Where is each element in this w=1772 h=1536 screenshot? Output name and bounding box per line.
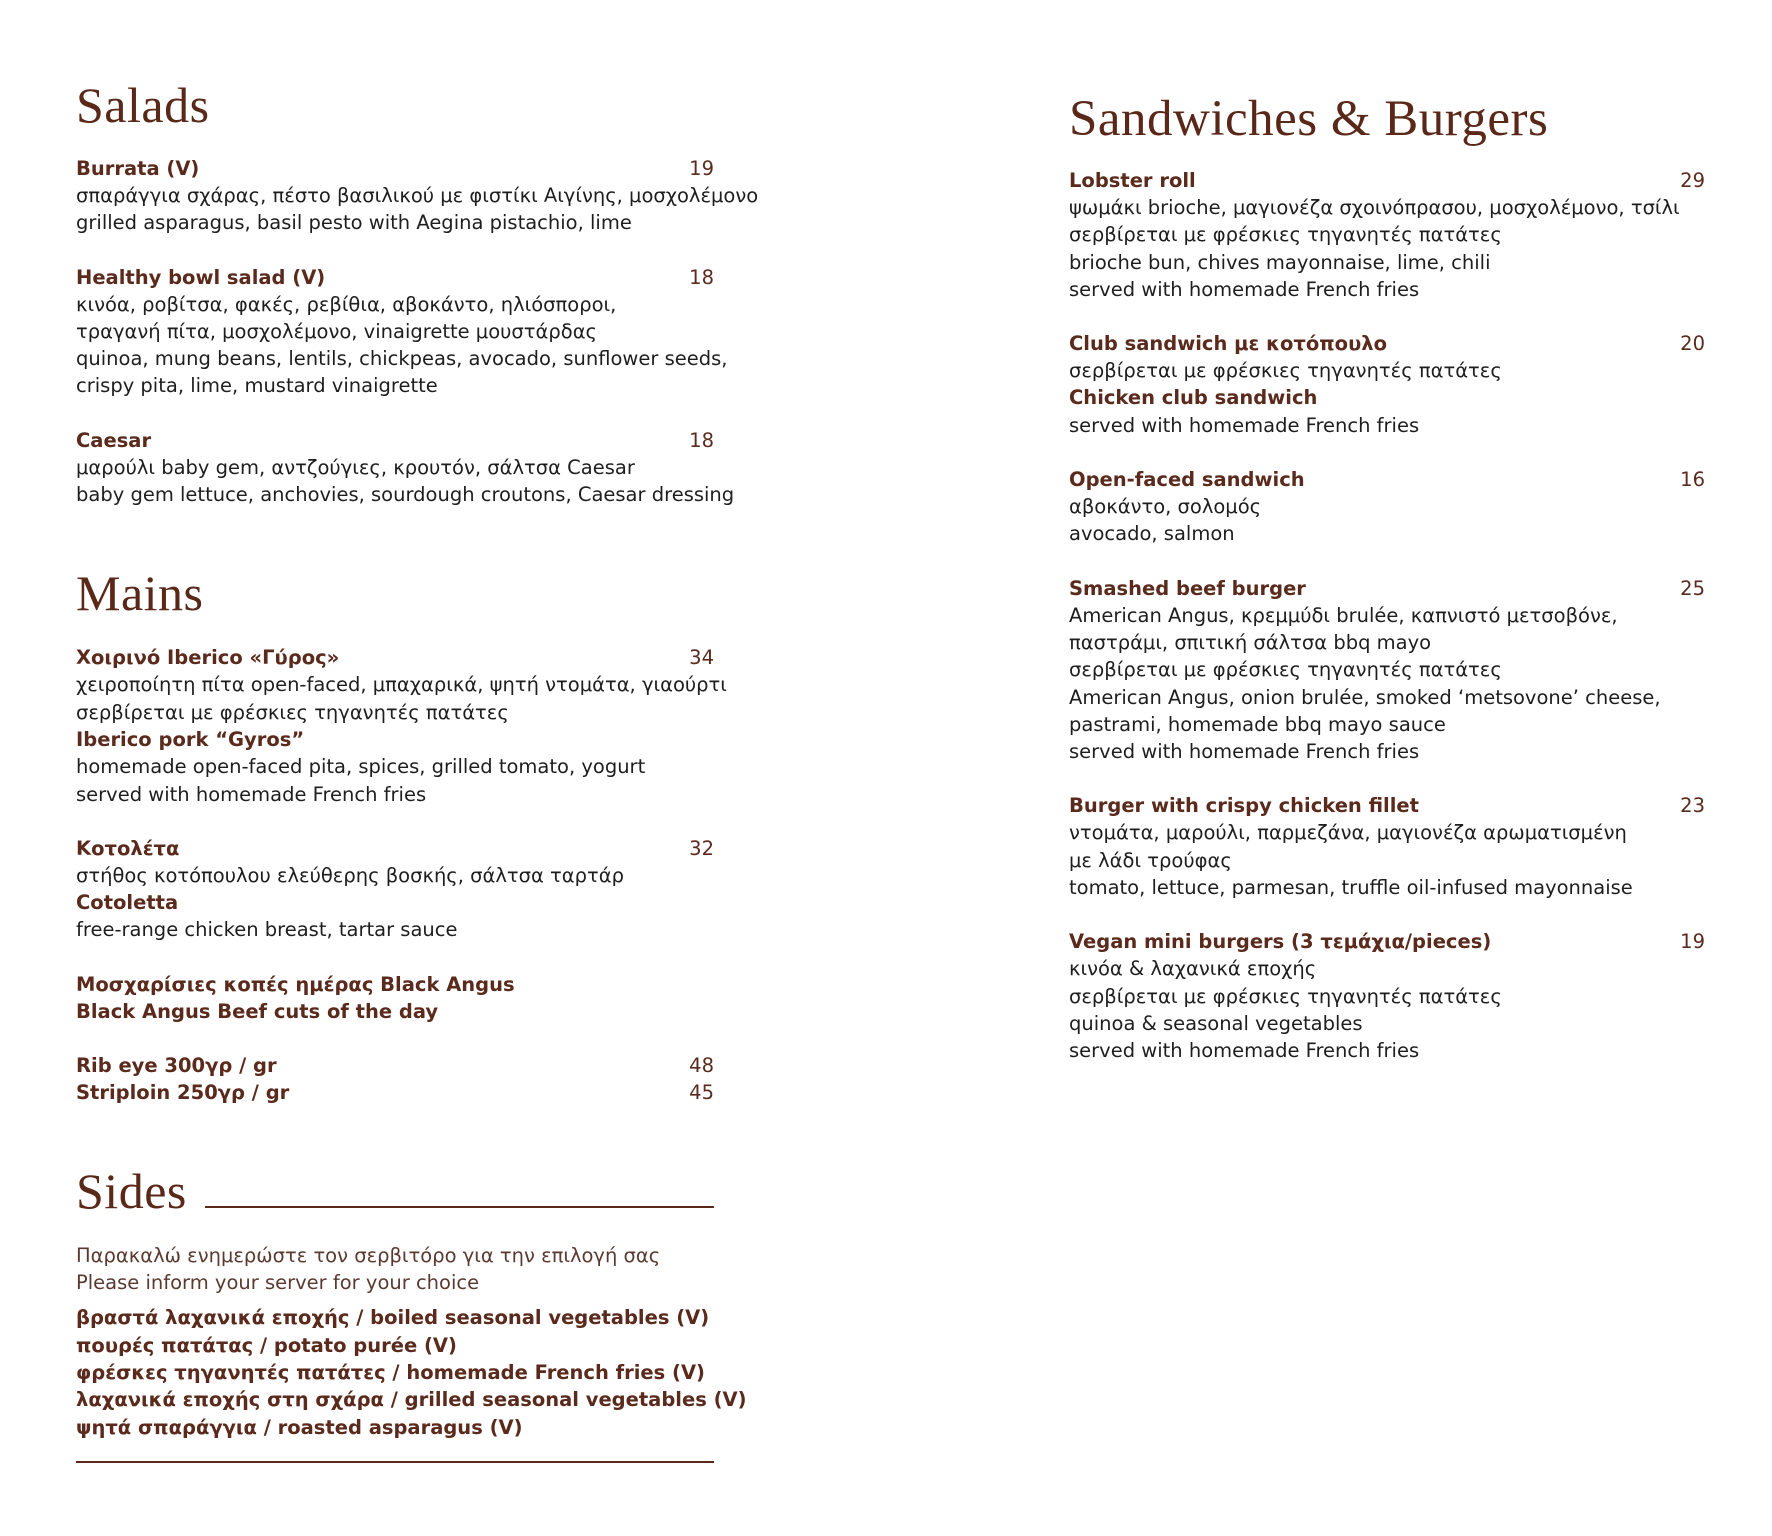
item-desc: served with homemade French fries: [1069, 740, 1420, 764]
sandwiches-title: Sandwiches & Burgers: [1069, 91, 1549, 147]
item-desc: σερβίρεται με φρέσκιες τηγανητές πατάτες: [1069, 658, 1502, 682]
sides-note-en: Please inform your server for your choice: [76, 1271, 480, 1295]
item-desc: brioche bun, chives mayonnaise, lime, chili: [1069, 250, 1491, 274]
item-price: 32: [689, 836, 714, 860]
item-name: Striploin 250γρ / gr: [76, 1081, 290, 1105]
item-name: Club sandwich με κοτόπουλο: [1069, 332, 1387, 356]
item-desc: ντομάτα, μαρούλι, παρμεζάνα, μαγιονέζα αρωματισμένη: [1069, 821, 1627, 845]
beef-title-gr: Μοσχαρίσιες κοπές ημέρας Black Angus: [76, 972, 515, 996]
item-subname: Chicken club sandwich: [1069, 386, 1318, 410]
item-desc: free-range chicken breast, tartar sauce: [76, 918, 458, 942]
list-item: λαχανικά εποχής στη σχάρα / grilled seasonal vegetables (V): [76, 1388, 747, 1412]
menu-item: [1069, 330, 1705, 439]
item-desc: με λάδι τρούφας: [1069, 848, 1232, 872]
menu-item: [76, 1079, 714, 1106]
menu-item: [76, 155, 759, 237]
item-desc: χειροποίητη πίτα open-faced, μπαχαρικά, ψητή ντομάτα, γιαούρτι: [76, 673, 727, 697]
menu-item: [1069, 466, 1705, 548]
item-desc: κινόα & λαχανικά εποχής: [1069, 957, 1317, 981]
divider: [205, 1206, 714, 1208]
item-desc: ψωμάκι brioche, μαγιονέζα σχοινόπρασου, μοσχολέμονο, τσίλι: [1069, 196, 1680, 219]
list-item: ψητά σπαράγγια / roasted asparagus (V): [76, 1415, 523, 1439]
left-column: [76, 77, 759, 1463]
item-desc: served with homemade French fries: [76, 782, 427, 806]
mains-title: Mains: [76, 565, 204, 622]
item-desc: tomato, lettuce, parmesan, truffle oil-infused mayonnaise: [1069, 876, 1633, 900]
item-desc: τραγανή πίτα, μοσχολέμονο, vinaigrette μουστάρδας: [76, 319, 597, 343]
beef-cuts-heading: [76, 971, 714, 1026]
item-desc: served with homemade French fries: [1069, 413, 1420, 437]
item-desc: σερβίρεται με φρέσκιες τηγανητές πατάτες: [1069, 223, 1502, 247]
sides-list: [76, 1304, 747, 1440]
item-price: 34: [689, 646, 714, 670]
sides-title: Sides: [76, 1163, 187, 1220]
list-item: φρέσκες τηγανητές πατάτες / homemade French fries (V): [76, 1360, 705, 1384]
item-subname: Iberico pork “Gyros”: [76, 727, 305, 751]
item-name: Burger with crispy chicken fillet: [1069, 794, 1419, 818]
item-desc: σερβίρεται με φρέσκιες τηγανητές πατάτες: [76, 700, 509, 724]
menu-item: [76, 264, 728, 400]
item-desc: served with homemade French fries: [1069, 277, 1420, 301]
item-name: Caesar: [76, 428, 152, 452]
item-price: 18: [689, 428, 714, 452]
item-price: 16: [1680, 468, 1705, 492]
item-name: Vegan mini burgers (3 τεμάχια/pieces): [1069, 930, 1492, 954]
item-price: 20: [1680, 332, 1705, 356]
item-price: 19: [689, 157, 714, 180]
list-item: πουρές πατάτας / potato purée (V): [76, 1333, 457, 1357]
item-desc: grilled asparagus, basil pesto with Aegina pistachio, lime: [76, 211, 632, 235]
item-desc: quinoa & seasonal vegetables: [1069, 1011, 1363, 1035]
item-desc: avocado, salmon: [1069, 522, 1235, 546]
item-subname: Cotoletta: [76, 891, 179, 915]
item-name: Χοιρινό Iberico «Γύρος»: [76, 646, 340, 670]
item-name: Rib eye 300γρ / gr: [76, 1054, 277, 1078]
item-desc: crispy pita, lime, mustard vinaigrette: [76, 374, 438, 398]
item-desc: homemade open-faced pita, spices, grilled tomato, yogurt: [76, 755, 646, 779]
item-name: Smashed beef burger: [1069, 576, 1306, 600]
item-name: Lobster roll: [1069, 169, 1196, 192]
menu-item: [76, 1052, 714, 1079]
sides-header: [76, 1163, 714, 1220]
item-price: 48: [689, 1054, 714, 1078]
item-price: 23: [1680, 794, 1705, 818]
item-desc: σερβίρεται με φρέσκιες τηγανητές πατάτες: [1069, 984, 1502, 1008]
item-desc: pastrami, homemade bbq mayo sauce: [1069, 712, 1446, 736]
item-price: 19: [1680, 930, 1705, 954]
item-desc: quinoa, mung beans, lentils, chickpeas, avocado, sunflower seeds,: [76, 347, 728, 371]
divider: [76, 1461, 714, 1463]
item-name: Burrata (V): [76, 157, 200, 180]
menu-item: [1069, 575, 1705, 766]
item-name: Open-faced sandwich: [1069, 468, 1305, 492]
item-price: 45: [689, 1081, 714, 1105]
item-desc: μαρούλι baby gem, αντζούγιες, κρουτόν, σάλτσα Caesar: [76, 455, 635, 479]
item-desc: σερβίρεται με φρέσκιες τηγανητές πατάτες: [1069, 359, 1502, 383]
item-price: 18: [689, 265, 714, 289]
right-column: [1069, 91, 1705, 1065]
sides-note-gr: Παρακαλώ ενημερώστε τον σερβιτόρο για την επιλογή σας: [76, 1244, 661, 1268]
item-desc: παστράμι, σπιτική σάλτσα bbq mayo: [1069, 630, 1432, 654]
item-name: Κοτολέτα: [76, 836, 180, 860]
menu-item: [1069, 167, 1705, 303]
item-desc: σπαράγγια σχάρας, πέστο βασιλικού με φιστίκι Αιγίνης, μοσχολέμονο: [76, 184, 759, 207]
item-name: Healthy bowl salad (V): [76, 265, 326, 289]
item-desc: baby gem lettuce, anchovies, sourdough croutons, Caesar dressing: [76, 483, 735, 507]
menu-item: [1069, 792, 1705, 901]
beef-title-en: Black Angus Beef cuts of the day: [76, 1000, 439, 1024]
item-price: 29: [1680, 169, 1705, 192]
menu-item: [76, 427, 735, 509]
list-item: βραστά λαχανικά εποχής / boiled seasonal vegetables (V): [76, 1306, 710, 1330]
item-desc: κινόα, ροβίτσα, φακές, ρεβίθια, αβοκάντο, ηλιόσποροι,: [76, 292, 617, 316]
item-desc: στήθος κοτόπουλου ελεύθερης βοσκής, σάλτσα ταρτάρ: [76, 863, 624, 887]
item-desc: αβοκάντο, σολομός: [1069, 495, 1262, 519]
menu-item: [1069, 928, 1705, 1064]
menu-item: [76, 835, 714, 944]
item-desc: American Angus, κρεμμύδι brulée, καπνιστό μετσοβόνε,: [1069, 603, 1618, 627]
salads-title: Salads: [76, 77, 210, 133]
item-price: 25: [1680, 576, 1705, 600]
item-desc: American Angus, onion brulée, smoked ‘metsovone’ cheese,: [1069, 685, 1661, 709]
item-desc: served with homemade French fries: [1069, 1039, 1420, 1063]
menu-item: [76, 644, 727, 807]
